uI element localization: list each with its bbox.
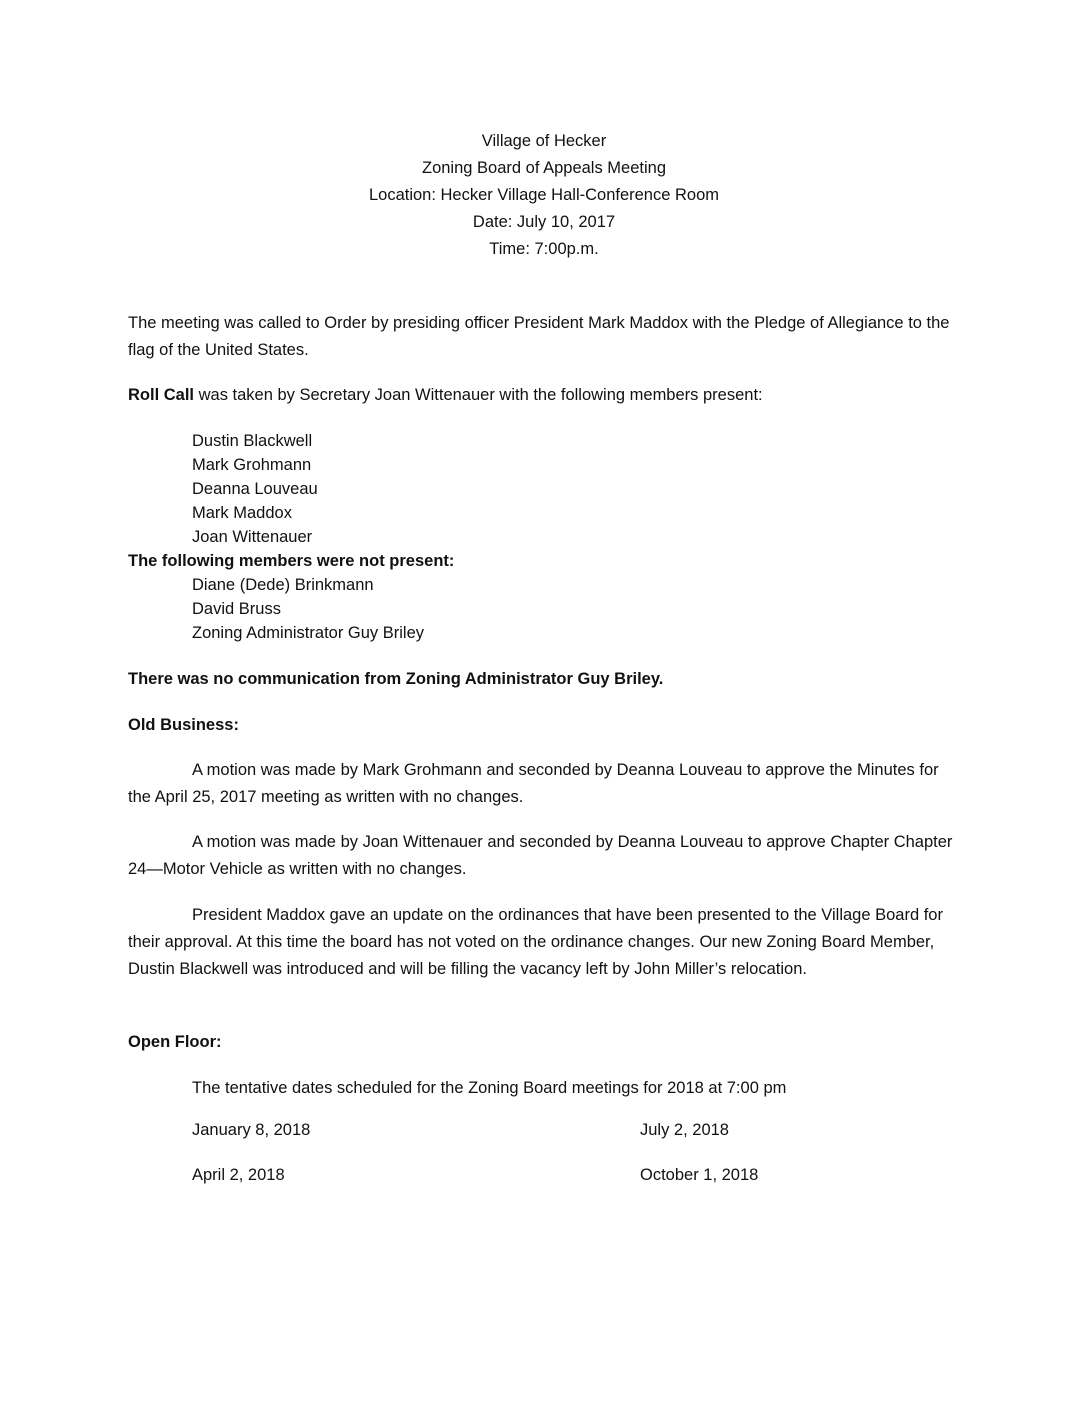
meeting-date: April 2, 2018 [192, 1166, 285, 1184]
open-floor-heading: Open Floor: [128, 1033, 222, 1051]
present-member: Deanna Louveau [192, 480, 318, 498]
absent-label: The following members were not present: [128, 552, 455, 570]
absent-member: Diane (Dede) Brinkmann [192, 576, 374, 594]
old-business-heading: Old Business: [128, 716, 239, 734]
roll-call-text: was taken by Secretary Joan Wittenauer with the following members present: [194, 386, 763, 404]
absent-members-list [192, 573, 424, 645]
meeting-date: January 8, 2018 [192, 1121, 311, 1139]
meeting-date: October 1, 2018 [640, 1166, 759, 1184]
absent-member: Zoning Administrator Guy Briley [192, 624, 425, 642]
header-village: Village of Hecker [481, 132, 607, 150]
communication-note: There was no communication from Zoning Administrator Guy Briley. [128, 670, 664, 688]
present-member: Mark Maddox [192, 504, 292, 522]
document-header [0, 128, 1088, 263]
intro-paragraph: The meeting was called to Order by presiding officer President Mark Maddox with the Pledge of Allegiance to the flag of the United States. [128, 314, 950, 359]
header-date: Date: July 10, 2017 [472, 213, 616, 231]
roll-call-label: Roll Call [128, 386, 195, 404]
meeting-dates-row [192, 1121, 892, 1145]
old-business-paragraph-3: President Maddox gave an update on the ordinances that have been presented to the Village Board for their approval. At this time the board has not voted on the ordinance changes. Our new Zoning Board Member, Dustin Blackwell was introduced and will be filling the vacancy left by John Miller’s relocation. [128, 906, 943, 978]
roll-call-paragraph [128, 382, 958, 409]
absent-member: David Bruss [192, 600, 281, 618]
meeting-dates-row [192, 1166, 892, 1190]
old-business-paragraph-1: A motion was made by Mark Grohmann and seconded by Deanna Louveau to approve the Minutes for the April 25, 2017 meeting as written with no changes. [128, 761, 939, 806]
open-floor-text: The tentative dates scheduled for the Zoning Board meetings for 2018 at 7:00 pm [192, 1079, 787, 1097]
present-members-list [192, 429, 318, 549]
header-location: Location: Hecker Village Hall-Conference Room [368, 186, 720, 204]
meeting-date: July 2, 2018 [640, 1121, 729, 1139]
header-meeting: Zoning Board of Appeals Meeting [422, 159, 666, 177]
header-time: Time: 7:00p.m. [489, 240, 599, 258]
present-member: Dustin Blackwell [192, 432, 313, 450]
present-member: Joan Wittenauer [192, 528, 313, 546]
present-member: Mark Grohmann [192, 456, 312, 474]
old-business-paragraph-2: A motion was made by Joan Wittenauer and seconded by Deanna Louveau to approve Chapter Chapter 24—Motor Vehicle as written with no changes. [128, 833, 953, 878]
